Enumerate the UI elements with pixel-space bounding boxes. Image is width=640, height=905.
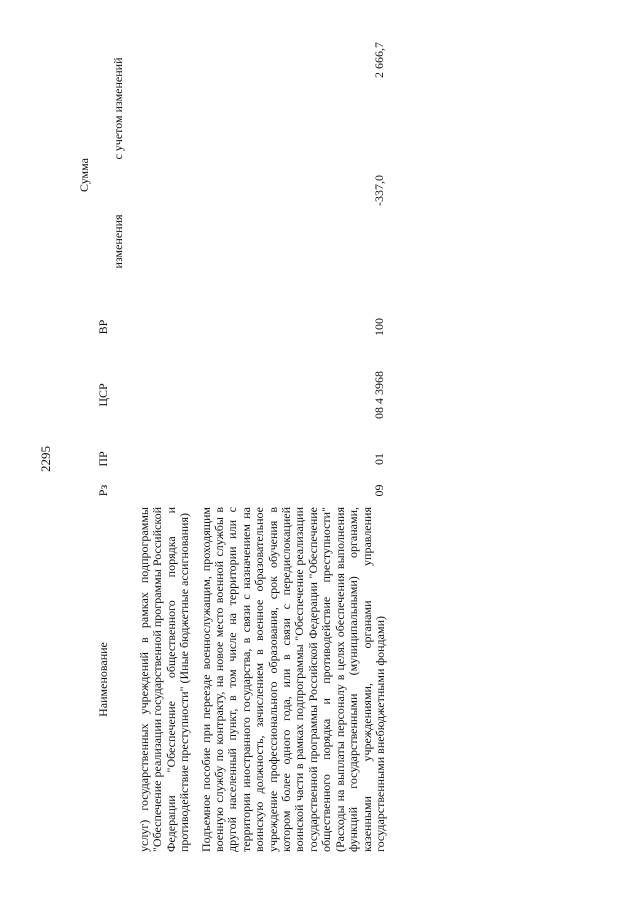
header-pr: ПР <box>95 451 110 467</box>
header-rz: Рз <box>95 484 110 497</box>
row-rz <box>138 474 192 507</box>
header-sum: Сумма <box>76 158 91 192</box>
row-rz: 09 <box>372 484 387 497</box>
table-row <box>200 42 388 852</box>
table-row <box>138 42 192 852</box>
row-change: -337,0 <box>372 175 387 206</box>
row-vr: 100 <box>372 318 387 336</box>
page-number: 2295 <box>38 446 53 472</box>
row-name: Подъемное пособие при переезде военнослужащим, проходящим военную службу по контракту, на новое место военной службы в другой населенный пункт, в том числе на территории или с территории иностранного государства, в связи с назначением на воинскую должность, зачислением в военное образовательное учреждение профессионального образования, срок обучения в котором более одного года, или в связи с передислокацией воинской части в рамках подпрограммы "Обеспечение реализации государственной программы Российской Федерации "Обеспечение общественного порядка и противодействие преступности" (Расходы на выплаты персоналу в целях обеспечения выполнения функций государственными (муниципальными) органами, казенными учреждениями, органами управления государственными внебюджетными фондами) <box>198 507 387 852</box>
row-name: услуг) государственных учреждений в рамках подпрограммы "Обеспечение реализации государственной программы Российской Федерации "Обеспечение общественного порядка и противодействие преступности" (Иные бюджетные ассигнования) <box>137 507 192 852</box>
row-pr: 01 <box>372 453 387 465</box>
table-header-row <box>68 42 100 852</box>
row-vr <box>138 308 192 346</box>
row-csr <box>138 346 192 444</box>
row-change <box>138 175 192 308</box>
row-with-changes: 2 666,7 <box>372 42 387 78</box>
row-csr: 08 4 3968 <box>372 371 387 419</box>
header-sum-with-changes: с учетом изменений <box>111 57 126 160</box>
header-vr: ВР <box>95 319 110 335</box>
row-pr <box>138 444 192 474</box>
budget-table <box>68 42 387 852</box>
header-sum-change: изменения <box>111 214 126 269</box>
header-name: Наименование <box>95 642 110 717</box>
header-csr: ЦСР <box>95 383 110 407</box>
row-with-changes <box>138 42 192 175</box>
